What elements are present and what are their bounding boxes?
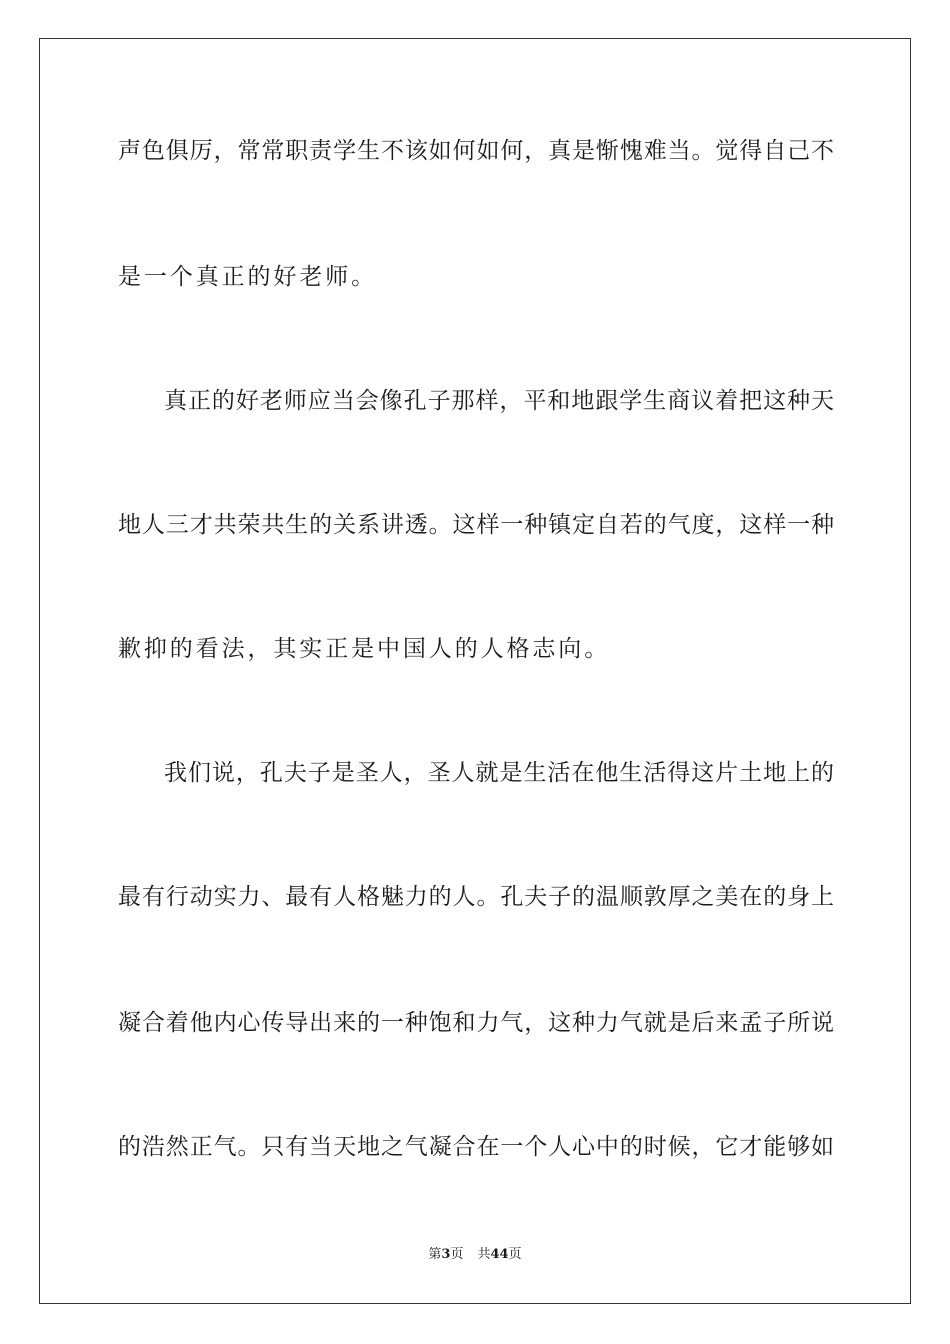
text-line-6: 我们说，孔夫子是圣人，圣人就是生活在他生活得这片土地上的 <box>164 760 834 786</box>
total-suffix: 页 <box>508 1247 522 1262</box>
total-prefix: 共 <box>477 1247 491 1262</box>
text-line-1: 声色俱厉，常常职责学生不该如何如何，真是惭愧难当。觉得自己不 <box>118 138 834 164</box>
page-prefix: 第 <box>428 1247 442 1262</box>
page-number-total: 44 <box>490 1247 509 1262</box>
text-line-4: 地人三才共荣共生的关系讲透。这样一种镇定自若的气度，这样一种 <box>118 512 834 538</box>
text-line-3: 真正的好老师应当会像孔子那样，平和地跟学生商议着把这种天 <box>164 388 834 414</box>
page-number-current: 3 <box>441 1247 451 1262</box>
page-suffix: 页 <box>450 1247 464 1262</box>
text-line-5: 歉抑的看法，其实正是中国人的人格志向。 <box>118 636 611 662</box>
text-line-2: 是一个真正的好老师。 <box>118 264 377 290</box>
page-footer <box>0 1246 950 1264</box>
text-line-7: 最有行动实力、最有人格魅力的人。孔夫子的温顺敦厚之美在的身上 <box>118 884 834 910</box>
text-line-9: 的浩然正气。只有当天地之气凝合在一个人心中的时候，它才能够如 <box>118 1134 834 1160</box>
text-line-8: 凝合着他内心传导出来的一种饱和力气，这种力气就是后来孟子所说 <box>118 1010 834 1036</box>
page-frame <box>39 38 911 1304</box>
